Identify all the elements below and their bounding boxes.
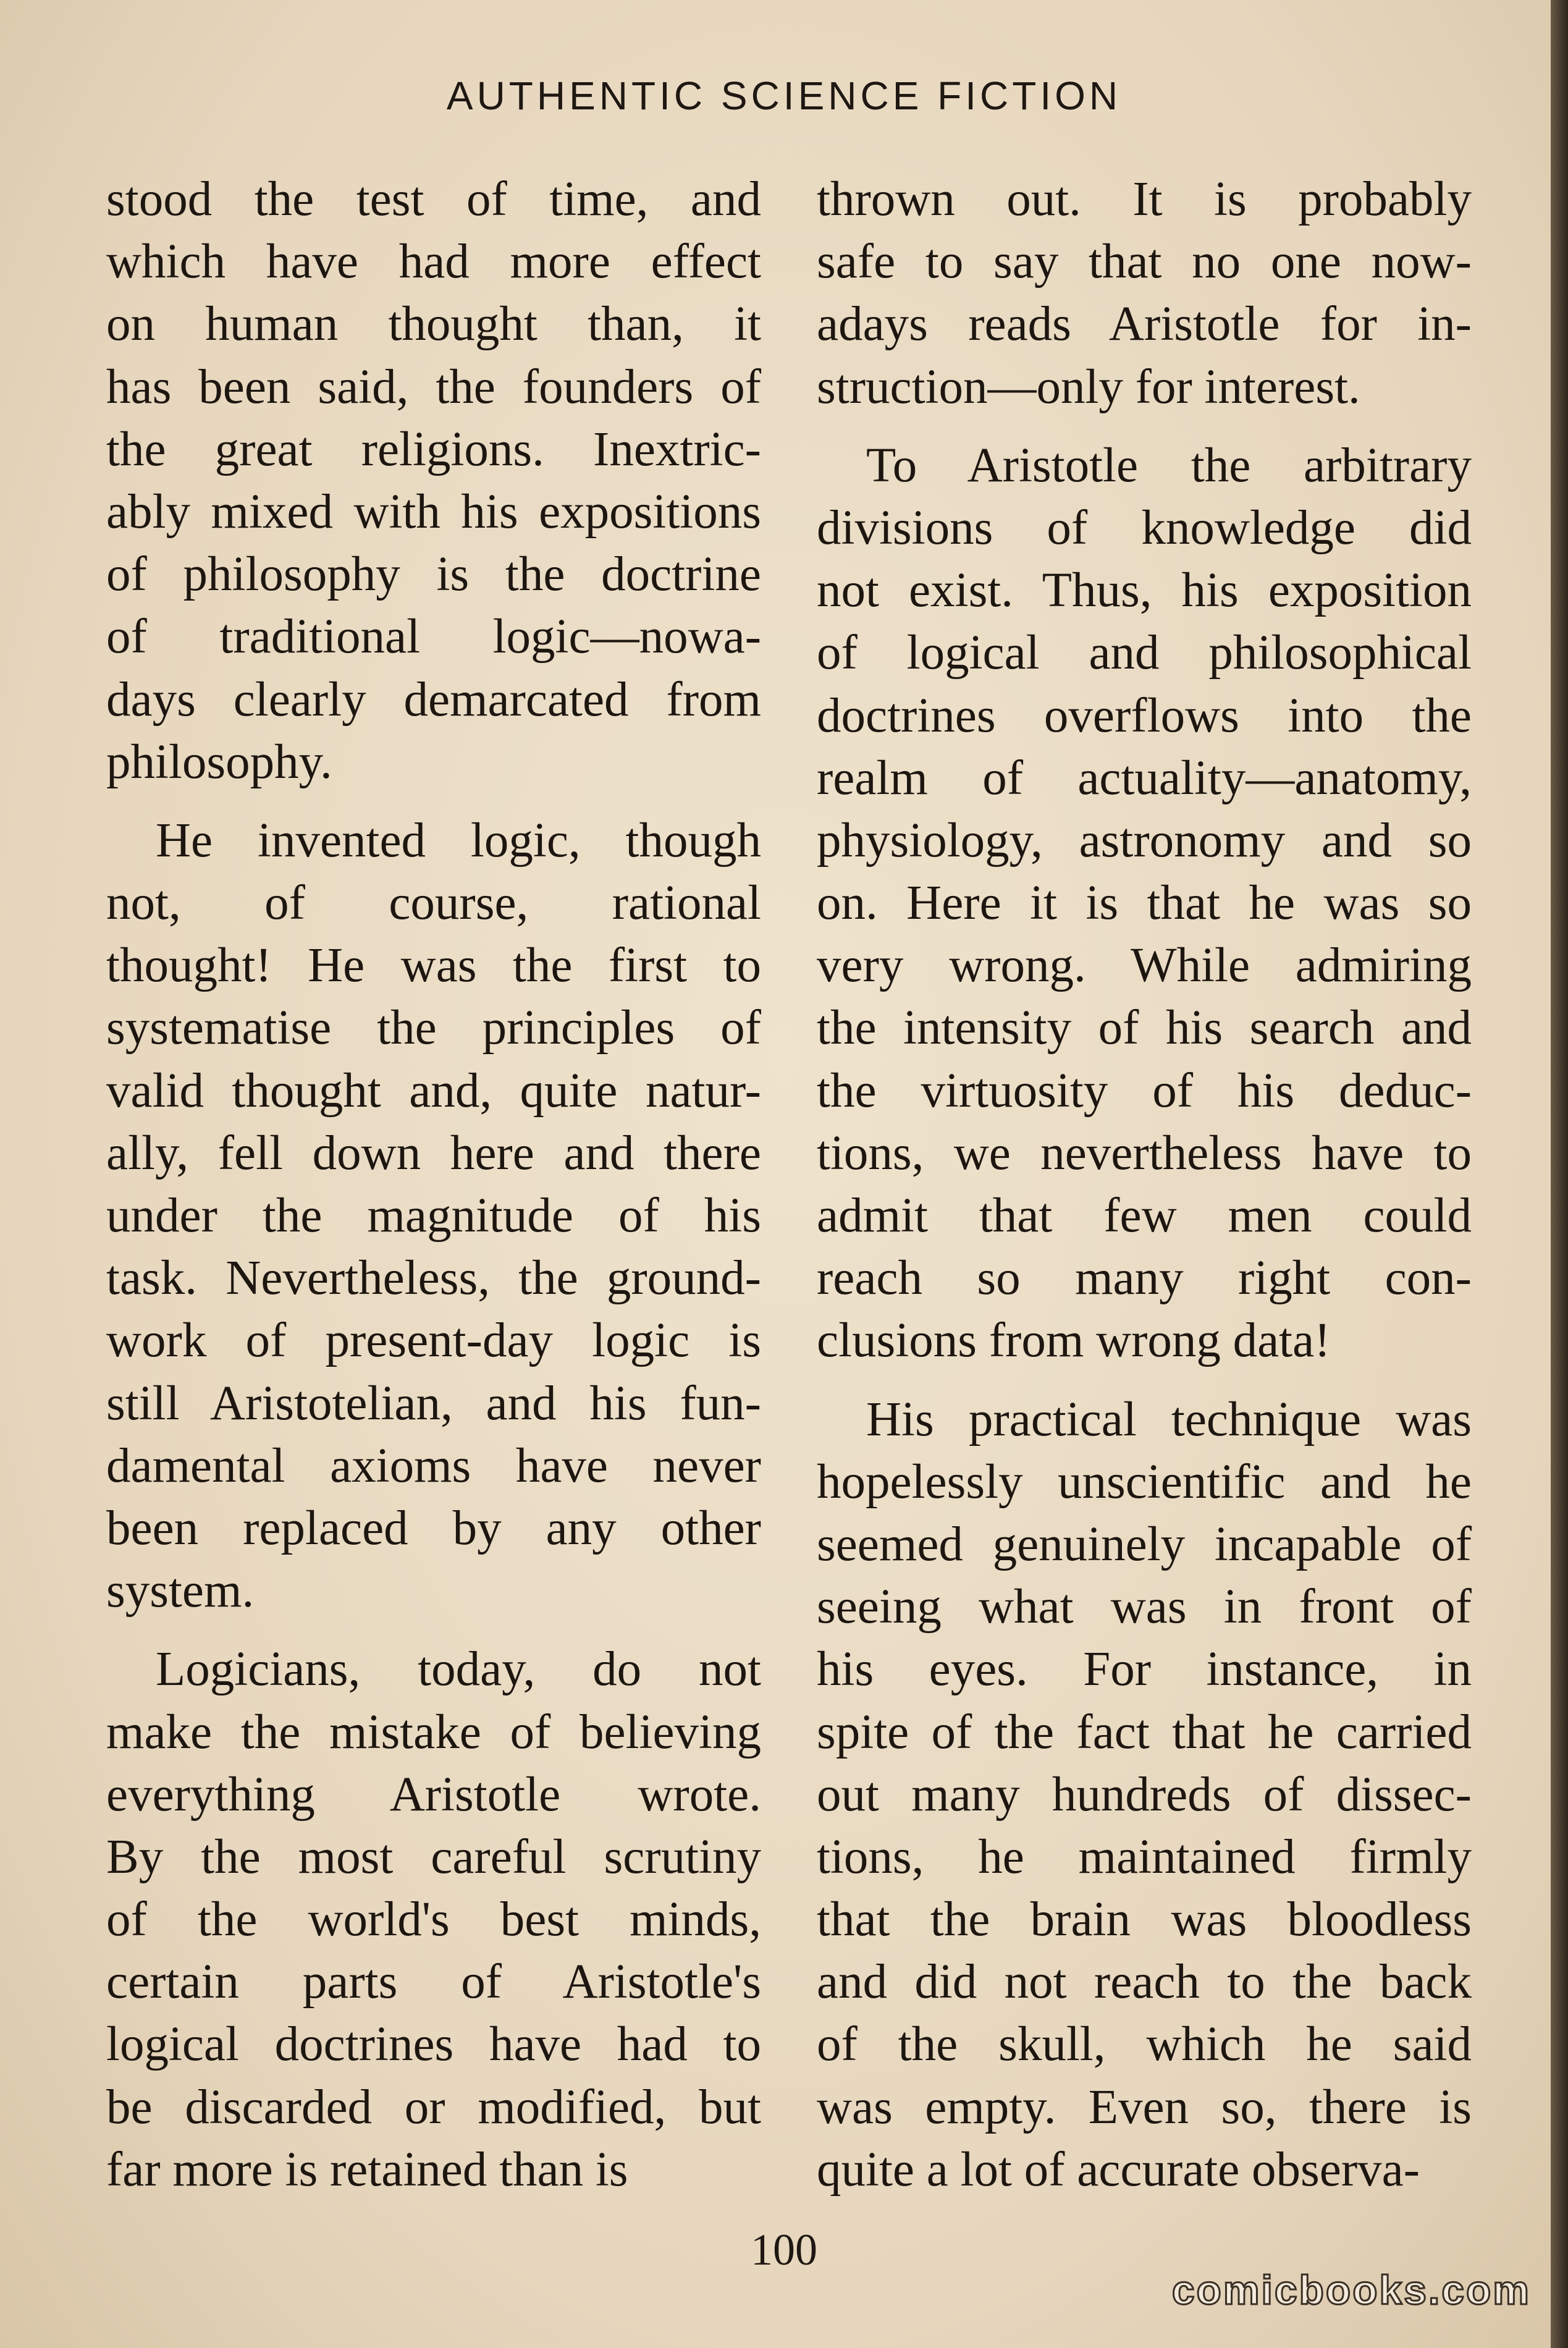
text-line: make the mistake of believing bbox=[106, 1705, 761, 1759]
text-line: the virtuosity of his deduc- bbox=[817, 1063, 1472, 1118]
text-line: work of present-day logic is bbox=[106, 1314, 761, 1368]
page-edge-shadow bbox=[1551, 0, 1568, 2348]
text-line: seeing what was in front of bbox=[817, 1580, 1472, 1634]
text-line: on. Here it is that he was so bbox=[817, 876, 1472, 931]
text-line: To Aristotle the arbitrary bbox=[866, 438, 1472, 492]
text-line: thought! He was the first to bbox=[106, 939, 761, 993]
text-line: far more is retained than is bbox=[106, 2142, 628, 2197]
text-line: philosophy. bbox=[106, 735, 332, 789]
text-line: tions, he maintained firmly bbox=[817, 1830, 1472, 1884]
paragraph-gap bbox=[817, 418, 1472, 434]
watermark-logo: comicbooks.com bbox=[1171, 2267, 1531, 2313]
paragraph-gap bbox=[106, 793, 761, 809]
text-line: doctrines overflows into the bbox=[817, 688, 1472, 743]
text-line: task. Nevertheless, the ground- bbox=[106, 1251, 761, 1306]
text-line: under the magnitude of his bbox=[106, 1189, 761, 1243]
text-line: which have had more effect bbox=[106, 235, 761, 289]
text-line: Logicians, today, do not bbox=[156, 1642, 761, 1697]
text-line: be discarded or modified, but bbox=[106, 2080, 761, 2134]
text-line: systematise the principles of bbox=[106, 1001, 761, 1055]
right-column bbox=[817, 168, 1472, 2201]
text-line: ably mixed with his expositions bbox=[106, 484, 761, 539]
text-line: that the brain was bloodless bbox=[817, 1893, 1472, 1947]
text-line: out many hundreds of dissec- bbox=[817, 1767, 1472, 1822]
paragraph-gap bbox=[817, 1372, 1472, 1388]
text-line: ally, fell down here and there bbox=[106, 1126, 761, 1180]
text-line: of the world's best minds, bbox=[106, 1893, 761, 1947]
text-line: of the skull, which he said bbox=[817, 2017, 1472, 2072]
text-line: stood the test of time, and bbox=[106, 172, 761, 226]
text-line: tions, we nevertheless have to bbox=[817, 1126, 1472, 1180]
paragraph bbox=[817, 1388, 1472, 2201]
page-number: 100 bbox=[751, 2225, 817, 2274]
text-line: of logical and philosophical bbox=[817, 626, 1472, 680]
text-line: logical doctrines have had to bbox=[106, 2017, 761, 2072]
text-line: not, of course, rational bbox=[106, 876, 761, 931]
text-line: the great religions. Inextric- bbox=[106, 422, 761, 476]
text-line: reach so many right con- bbox=[817, 1251, 1472, 1306]
text-line: valid thought and, quite natur- bbox=[106, 1063, 761, 1118]
text-line: safe to say that no one now- bbox=[817, 235, 1472, 289]
text-line: adays reads Aristotle for in- bbox=[817, 297, 1472, 352]
text-line: and did not reach to the back bbox=[817, 1955, 1472, 2009]
text-line: admit that few men could bbox=[817, 1189, 1472, 1243]
text-line: physiology, astronomy and so bbox=[817, 813, 1472, 868]
paragraph bbox=[106, 809, 761, 1622]
text-line: his eyes. For instance, in bbox=[817, 1642, 1472, 1697]
paragraph bbox=[817, 168, 1472, 418]
paragraph-gap bbox=[106, 1622, 761, 1638]
left-column bbox=[106, 168, 761, 2201]
text-line: been replaced by any other bbox=[106, 1501, 761, 1555]
text-line: His practical technique was bbox=[866, 1392, 1472, 1446]
text-line: has been said, the founders of bbox=[106, 360, 761, 414]
text-line: of traditional logic—nowa- bbox=[106, 610, 761, 664]
text-line: hopelessly unscientific and he bbox=[817, 1455, 1472, 1509]
text-line: the intensity of his search and bbox=[817, 1001, 1472, 1055]
paragraph bbox=[106, 1638, 761, 2201]
text-line: damental axioms have never bbox=[106, 1438, 761, 1493]
text-line: seemed genuinely incapable of bbox=[817, 1517, 1472, 1571]
text-line: spite of the fact that he carried bbox=[817, 1705, 1472, 1759]
text-line: not exist. Thus, his exposition bbox=[817, 564, 1472, 618]
paragraph bbox=[817, 434, 1472, 1372]
text-line: still Aristotelian, and his fun- bbox=[106, 1376, 761, 1430]
text-line: realm of actuality—anatomy, bbox=[817, 751, 1472, 805]
text-line: everything Aristotle wrote. bbox=[106, 1767, 761, 1822]
text-line: certain parts of Aristotle's bbox=[106, 1955, 761, 2009]
text-line: He invented logic, though bbox=[156, 813, 761, 868]
text-line: quite a lot of accurate observa- bbox=[817, 2142, 1420, 2197]
text-line: struction—only for interest. bbox=[817, 360, 1360, 414]
text-line: By the most careful scrutiny bbox=[106, 1830, 761, 1884]
text-line: very wrong. While admiring bbox=[817, 939, 1472, 993]
running-header: AUTHENTIC SCIENCE FICTION bbox=[446, 74, 1122, 118]
text-line: thrown out. It is probably bbox=[817, 172, 1472, 226]
paragraph bbox=[106, 168, 761, 793]
text-line: clusions from wrong data! bbox=[817, 1314, 1331, 1368]
text-line: system. bbox=[106, 1564, 255, 1618]
text-line: divisions of knowledge did bbox=[817, 500, 1472, 555]
text-line: days clearly demarcated from bbox=[106, 672, 761, 727]
text-line: was empty. Even so, there is bbox=[817, 2080, 1472, 2134]
text-line: on human thought than, it bbox=[106, 297, 761, 352]
text-line: of philosophy is the doctrine bbox=[106, 547, 761, 602]
